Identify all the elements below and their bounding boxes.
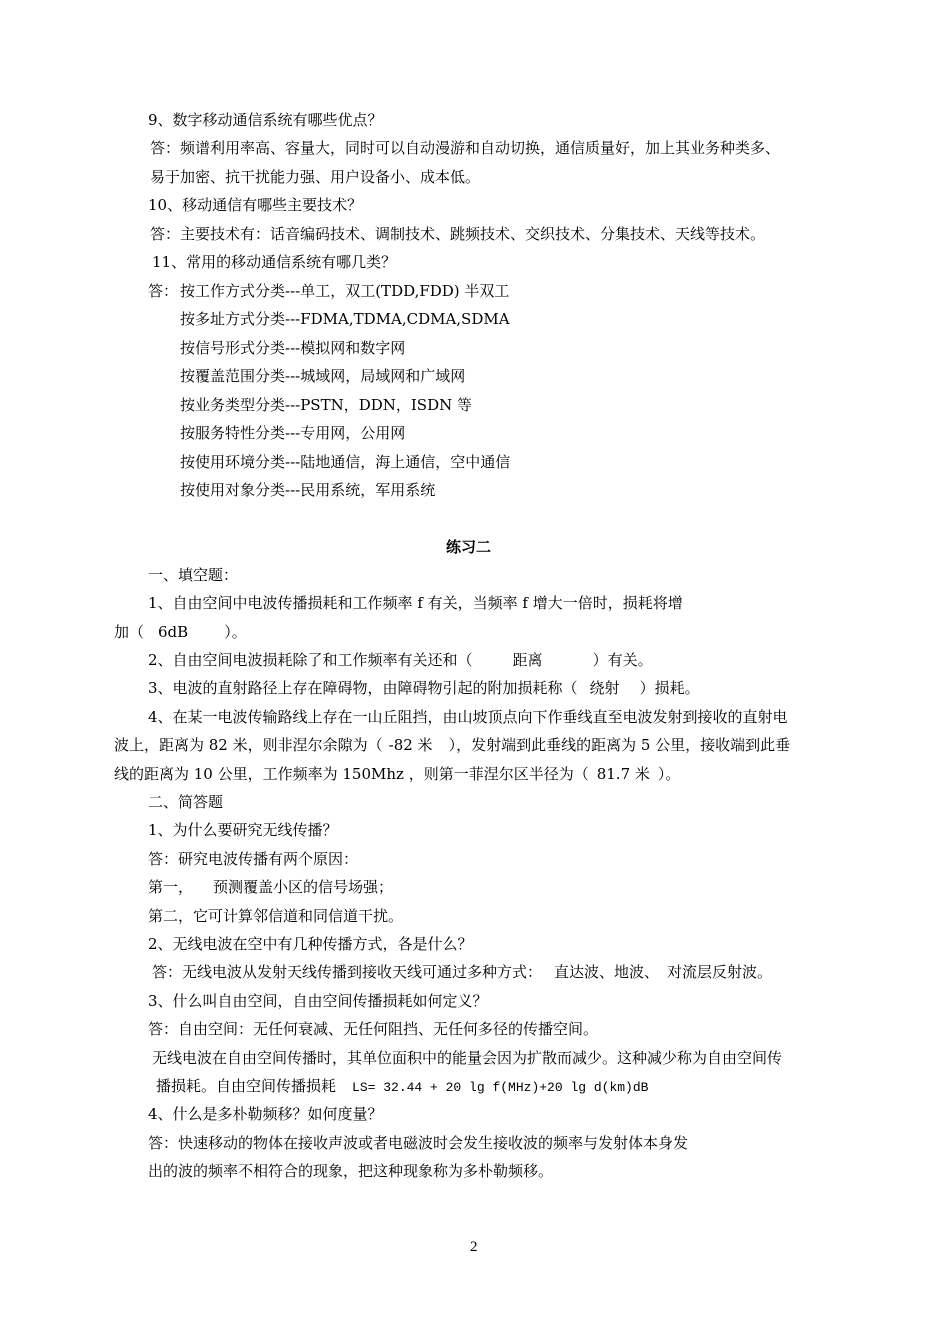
classification-item: 按业务类型分类---PSTN，DDN，ISDN 等 xyxy=(180,396,473,414)
short-4-question: 4、什么是多朴勒频移？如何度量？ xyxy=(148,1105,383,1123)
free-space-loss-formula: LS= 32.44 + 20 lg f(MHz)+20 lg d(km)dB xyxy=(352,1080,649,1095)
fill-2-answer: 距离 xyxy=(512,651,543,669)
answer-11-prefix: 答： xyxy=(148,282,179,300)
short-answer-heading: 二、简答题 xyxy=(148,793,224,811)
short-2-question: 2、无线电波在空中有几种传播方式，各是什么？ xyxy=(148,935,473,953)
fill-1-answer: 6dB xyxy=(158,623,189,641)
short-3-question: 3、什么叫自由空间，自由空间传播损耗如何定义？ xyxy=(148,992,488,1010)
section-title: 练习二 xyxy=(446,538,492,556)
question-9: 9、数字移动通信系统有哪些优点？ xyxy=(148,111,383,129)
short-1-answer: 答：研究电波传播有两个原因： xyxy=(148,850,359,868)
fill-in-heading: 一、填空题： xyxy=(148,566,239,584)
fill-3: 3、电波的直射路径上存在障碍物，由障碍物引起的附加损耗称（ 绕射 ）损耗。 xyxy=(148,679,700,697)
fill-1-line-1: 1、自由空间中电波传播损耗和工作频率 f 有关，当频率 f 增大一倍时，损耗将增 xyxy=(148,594,683,612)
fill-1-line-2: 加（ 6dB ）。 xyxy=(114,623,247,641)
short-3-answer-line-2: 无线电波在自由空间传播时，其单位面积中的能量会因为扩散而减少。这种减少称为自由空间传 xyxy=(152,1049,783,1067)
classification-item: 按使用对象分类---民用系统，军用系统 xyxy=(180,481,436,499)
answer-9-line-1: 答：频谱利用率高、容量大，同时可以自动漫游和自动切换，通信质量好，加上其业务种类多、 xyxy=(150,139,781,157)
page-number: 2 xyxy=(470,1239,478,1255)
fill-4-line-1: 4、在某一电波传输路线上存在一山丘阻挡，由山坡顶点向下作垂线直至电波发射到接收的直射电 xyxy=(148,708,788,726)
short-1-question: 1、为什么要研究无线传播？ xyxy=(148,821,338,839)
fill-4-answer-1: -82 米 xyxy=(388,736,433,754)
classification-item: 按信号形式分类---模拟网和数字网 xyxy=(180,339,406,357)
question-10: 10、移动通信有哪些主要技术？ xyxy=(148,196,363,214)
short-4-answer-line-2: 出的波的频率不相符合的现象，把这种现象称为多朴勒频移。 xyxy=(148,1162,554,1180)
answer-9-line-2: 易于加密、抗干扰能力强、用户设备小、成本低。 xyxy=(150,168,481,186)
classification-item: 按服务特性分类---专用网，公用网 xyxy=(180,424,406,442)
answer-10: 答：主要技术有：话音编码技术、调制技术、跳频技术、交织技术、分集技术、天线等技术。 xyxy=(150,225,766,243)
classification-item: 按使用环境分类---陆地通信，海上通信，空中通信 xyxy=(180,453,511,471)
classification-item: 按多址方式分类---FDMA,TDMA,CDMA,SDMA xyxy=(180,310,510,328)
fill-4-answer-2: 81.7 米 xyxy=(596,765,650,783)
short-3-answer: 答：自由空间：无任何衰减、无任何阻挡、无任何多径的传播空间。 xyxy=(148,1020,599,1038)
question-11: 11、常用的移动通信系统有哪几类？ xyxy=(152,253,397,271)
short-2-answer: 答：无线电波从发射天线传播到接收天线可通过多种方式： 直达波、地波、 对流层反射波。 xyxy=(152,963,773,981)
short-4-answer-line-1: 答：快速移动的物体在接收声波或者电磁波时会发生接收波的频率与发射体本身发 xyxy=(148,1134,689,1152)
short-1-point-1: 第一， 预测覆盖小区的信号场强； xyxy=(148,878,394,896)
fill-2: 2、自由空间电波损耗除了和工作频率有关还和（ 距离 ）有关。 xyxy=(148,651,653,669)
fill-4-line-2: 波上，距离为 82 米，则非涅尔余隙为（ -82 米 ），发射端到此垂线的距离为 5 公里，接收端到此垂 xyxy=(114,736,791,754)
classification-item: 按覆盖范围分类---城域网，局域网和广域网 xyxy=(180,367,466,385)
classification-item: 按工作方式分类---单工，双工(TDD,FDD) 半双工 xyxy=(180,282,510,300)
short-3-answer-line-3: 播损耗。自由空间传播损耗 LS= 32.44 + 20 lg f(MHz)+20 lg d(km)dB xyxy=(156,1077,649,1095)
short-1-point-2: 第二，它可计算邻信道和同信道干扰。 xyxy=(148,907,404,925)
fill-4-line-3: 线的距离为 10 公里，工作频率为 150Mhz ，则第一菲涅尔区半径为（ 81.7 米 ）。 xyxy=(114,765,681,783)
fill-3-answer: 绕射 xyxy=(589,679,620,697)
